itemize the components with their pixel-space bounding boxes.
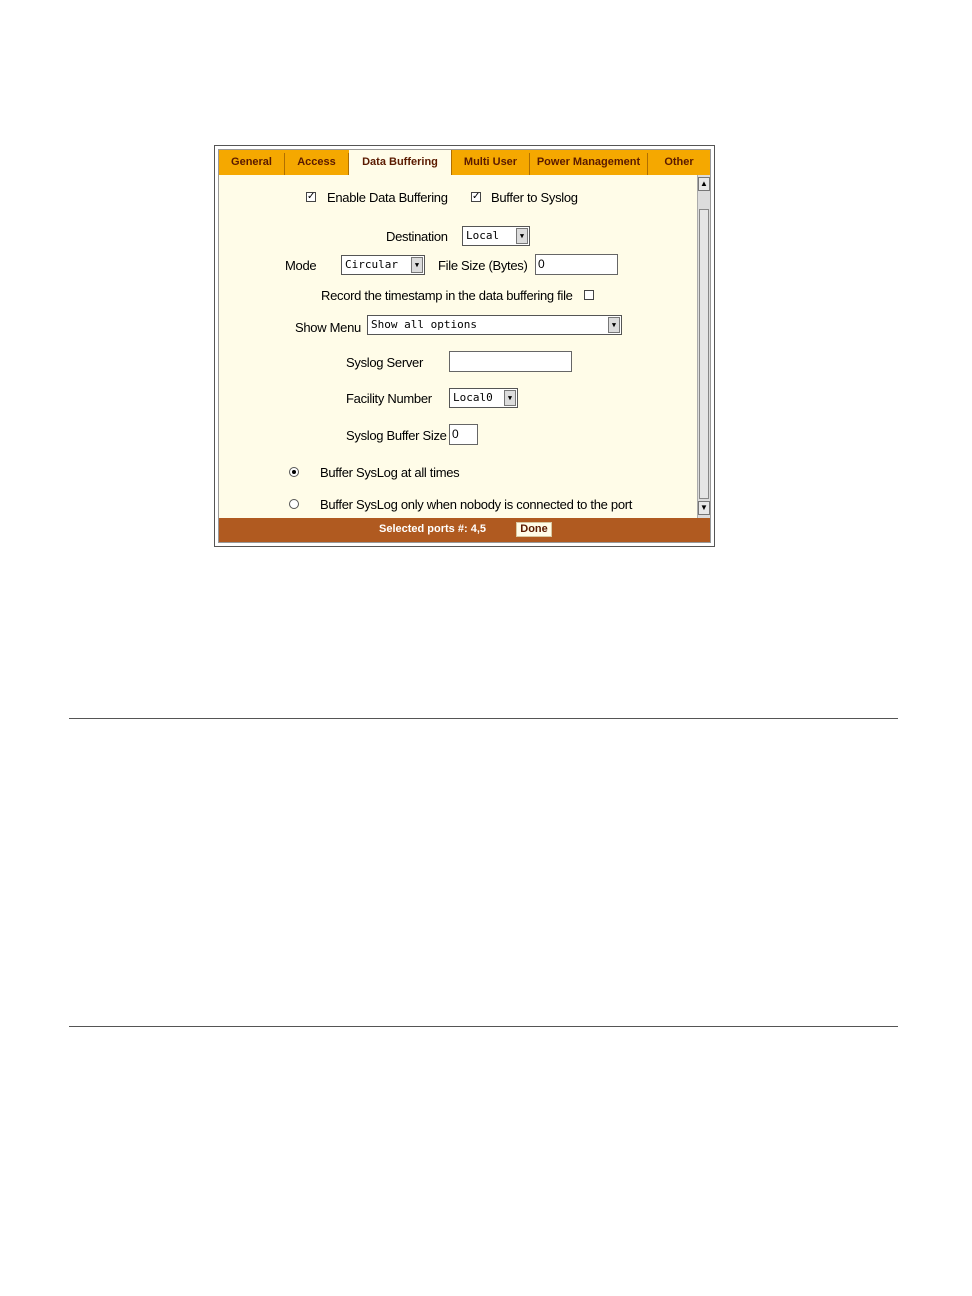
tab-power-management[interactable]: Power Management <box>530 153 648 175</box>
facility-number-select[interactable] <box>449 388 518 408</box>
chevron-down-icon[interactable]: ▼ <box>411 257 423 273</box>
show-menu-label: Show Menu <box>295 320 361 335</box>
enable-data-buffering-label: Enable Data Buffering <box>327 190 448 205</box>
buffer-to-syslog-checkbox[interactable]: ✓ <box>472 191 481 202</box>
tab-multi-user[interactable]: Multi User <box>452 153 530 175</box>
syslog-server-input[interactable] <box>449 351 572 372</box>
scrollbar-thumb[interactable] <box>699 209 709 499</box>
show-menu-value: Show all options <box>371 318 477 331</box>
buffer-nobody-connected-label: Buffer SysLog only when nobody is connected to the port <box>320 497 633 512</box>
chevron-down-icon[interactable]: ▼ <box>504 390 516 406</box>
facility-number-value: Local0 <box>453 391 493 404</box>
mode-label: Mode <box>285 258 317 273</box>
destination-label: Destination <box>386 229 448 244</box>
mode-value: Circular <box>345 258 398 271</box>
form-area <box>219 175 697 518</box>
selected-ports-text: Selected ports #: 4,5 <box>379 523 486 535</box>
record-timestamp-label: Record the timestamp in the data buffering file <box>321 288 573 303</box>
destination-select[interactable] <box>462 226 530 246</box>
buffer-nobody-connected-radio[interactable] <box>289 499 299 509</box>
footer-bar <box>219 518 710 542</box>
buffer-all-times-label: Buffer SysLog at all times <box>320 465 460 480</box>
mode-select[interactable] <box>341 255 425 275</box>
show-menu-select[interactable] <box>367 315 622 335</box>
file-size-label: File Size (Bytes) <box>438 258 528 273</box>
divider <box>69 718 898 719</box>
config-panel <box>218 149 711 543</box>
tab-data-buffering[interactable]: Data Buffering <box>349 150 452 175</box>
buffer-to-syslog-label: Buffer to Syslog <box>491 190 578 205</box>
chevron-down-icon[interactable]: ▼ <box>608 317 620 333</box>
facility-number-label: Facility Number <box>346 391 432 406</box>
tab-bar <box>219 150 710 175</box>
file-size-input[interactable]: 0 <box>535 254 618 275</box>
buffer-all-times-radio[interactable] <box>289 467 299 477</box>
vertical-scrollbar[interactable] <box>697 175 710 518</box>
syslog-server-label: Syslog Server <box>346 355 424 370</box>
syslog-buffer-size-input[interactable]: 0 <box>449 424 478 445</box>
record-timestamp-checkbox[interactable] <box>584 290 594 300</box>
done-button[interactable]: Done <box>516 522 552 537</box>
tab-general[interactable]: General <box>219 153 285 175</box>
scroll-down-icon[interactable]: ▼ <box>698 501 710 515</box>
divider <box>69 1026 898 1027</box>
tab-access[interactable]: Access <box>285 153 349 175</box>
chevron-down-icon[interactable]: ▼ <box>516 228 528 244</box>
destination-value: Local <box>466 229 500 242</box>
config-window <box>214 145 715 547</box>
scroll-up-icon[interactable]: ▲ <box>698 177 710 191</box>
syslog-buffer-size-label: Syslog Buffer Size <box>346 428 447 443</box>
tab-other[interactable]: Other <box>648 153 710 175</box>
enable-data-buffering-checkbox[interactable]: ✓ <box>307 191 316 202</box>
